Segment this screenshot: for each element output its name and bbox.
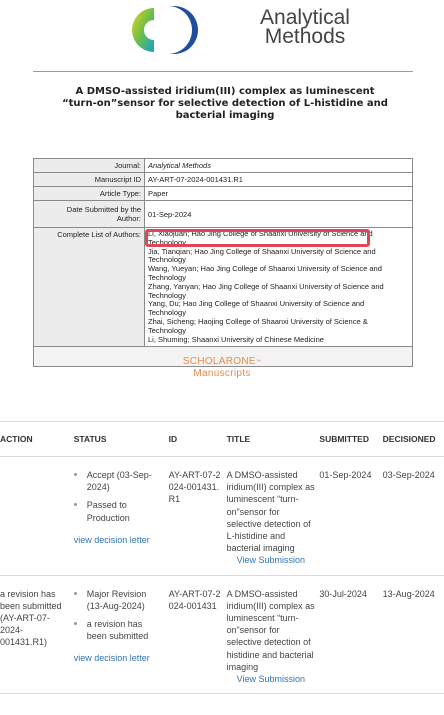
status-item: Passed to Production: [87, 499, 165, 523]
info-row-journal: [34, 159, 413, 173]
col-submitted: SUBMITTED: [317, 422, 380, 457]
row-status: [72, 457, 167, 576]
journal-logo-icon: [114, 2, 198, 58]
row-title-text: A DMSO-assisted iridium(III) complex as luminescent “turn-on”sensor for selective detection of L-histidine and bacterial imaging: [226, 470, 315, 554]
header-divider: [33, 71, 413, 72]
scholarone-line1: [0, 356, 444, 368]
info-row-date-submitted: [34, 201, 413, 228]
article-title-line2: “turn-on”sensor for selective detection of L-histidine and: [62, 98, 388, 109]
row-action: [0, 457, 72, 576]
article-type-value: Paper: [145, 187, 413, 201]
row-title: [225, 575, 318, 694]
scholarone-line2: Manuscripts: [193, 368, 251, 379]
info-row-article-type: [34, 187, 413, 201]
view-decision-letter-link[interactable]: view decision letter: [73, 653, 150, 664]
date-submitted-label: [34, 201, 145, 228]
authors-value: [145, 228, 413, 347]
row-title-text: A DMSO-assisted iridium(III) complex as luminescent “turn-on”sensor for selective detection of histidine and bacterial imaging: [226, 588, 315, 672]
row-action: a revision has been submitted (AY-ART-07-2024-001431.R1): [0, 575, 72, 694]
journal-value: Analytical Methods: [145, 159, 413, 173]
author-line: Technology: [148, 272, 186, 282]
row-id: AY-ART-07-2024-001431.R1: [167, 457, 225, 576]
col-action: ACTION: [0, 422, 72, 457]
row-title: [225, 457, 318, 576]
row-submitted: 30-Jul-2024: [317, 575, 380, 694]
status-item: a revision has been submitted: [87, 618, 165, 642]
journal-header: [0, 0, 444, 62]
col-status: STATUS: [72, 422, 167, 457]
author-line: Li, Xiaojuan; Hao Jing College of Shaanxi University of Science and: [148, 229, 373, 238]
row-decisioned: 03-Sep-2024: [381, 457, 444, 576]
manuscript-status-table: [0, 421, 444, 694]
author-line: Zhai, Sicheng; Haojing College of Shaanxi University of Science &: [148, 316, 368, 326]
view-decision-letter-link[interactable]: view decision letter: [73, 534, 150, 545]
status-item: Major Revision (13-Aug-2024): [87, 588, 165, 612]
row-decisioned: 13-Aug-2024: [381, 575, 444, 694]
info-row-manuscript-id: [34, 173, 413, 187]
scholarone-text: SCHOLARONE: [182, 356, 256, 367]
status-list: [74, 588, 165, 643]
manuscript-id-label: Manuscript ID: [34, 173, 145, 187]
author-line: Technology: [148, 308, 186, 318]
status-list: [74, 469, 165, 524]
journal-name: [240, 8, 370, 46]
date-submitted-label-line1: Date Submitted by the: [66, 205, 141, 214]
col-title: TITLE: [225, 422, 318, 457]
view-submission-link[interactable]: View Submission: [236, 674, 305, 685]
scholarone-logo: [0, 356, 444, 380]
article-title-line1: A DMSO-assisted iridium(III) complex as luminescent: [75, 86, 375, 97]
trademark-symbol: ™: [255, 359, 262, 365]
date-submitted-value: 01-Sep-2024: [145, 201, 413, 228]
authors-label: Complete List of Authors:: [34, 228, 145, 347]
author-line: Technology: [148, 325, 186, 335]
author-line: Li, Shuming; Shaanxi University of Chinese Medicine: [148, 334, 324, 344]
table-row: [0, 575, 444, 694]
col-decisioned: DECISIONED: [381, 422, 444, 457]
status-table-header: [0, 422, 444, 457]
status-item: Accept (03-Sep-2024): [87, 469, 165, 493]
authors-list: [148, 230, 409, 344]
row-status: [72, 575, 167, 694]
author-line: Technology: [148, 237, 186, 247]
manuscript-info-table: [33, 158, 413, 367]
row-submitted: 01-Sep-2024: [317, 457, 380, 576]
author-line: Jia, Tianqian; Hao Jing College of Shaanxi University of Science and: [148, 246, 376, 256]
author-line: Zhang, Yanyan; Hao Jing College of Shaanxi University of Science and: [148, 281, 384, 291]
author-line: Wang, Yueyan; Hao Jing College of Shaanxi University of Science and: [148, 264, 382, 274]
journal-name-line1: Analytical: [260, 6, 350, 29]
journal-name-line2: Methods: [264, 25, 346, 48]
article-title: [60, 86, 390, 122]
journal-label: Journal:: [34, 159, 145, 173]
article-type-label: Article Type:: [34, 187, 145, 201]
manuscript-id-value: AY-ART-07-2024-001431.R1: [145, 173, 413, 187]
date-submitted-label-line2: Author:: [116, 214, 141, 223]
row-id: AY-ART-07-2024-001431: [167, 575, 225, 694]
author-line: Technology: [148, 290, 186, 300]
author-line: Technology: [148, 255, 186, 265]
info-row-authors: [34, 228, 413, 347]
view-submission-link[interactable]: View Submission: [236, 555, 305, 566]
table-row: [0, 457, 444, 576]
col-id: ID: [167, 422, 225, 457]
author-line: Yang, Du; Hao Jing College of Shaanxi University of Science and: [148, 299, 365, 309]
article-title-line3: bacterial imaging: [175, 110, 275, 121]
